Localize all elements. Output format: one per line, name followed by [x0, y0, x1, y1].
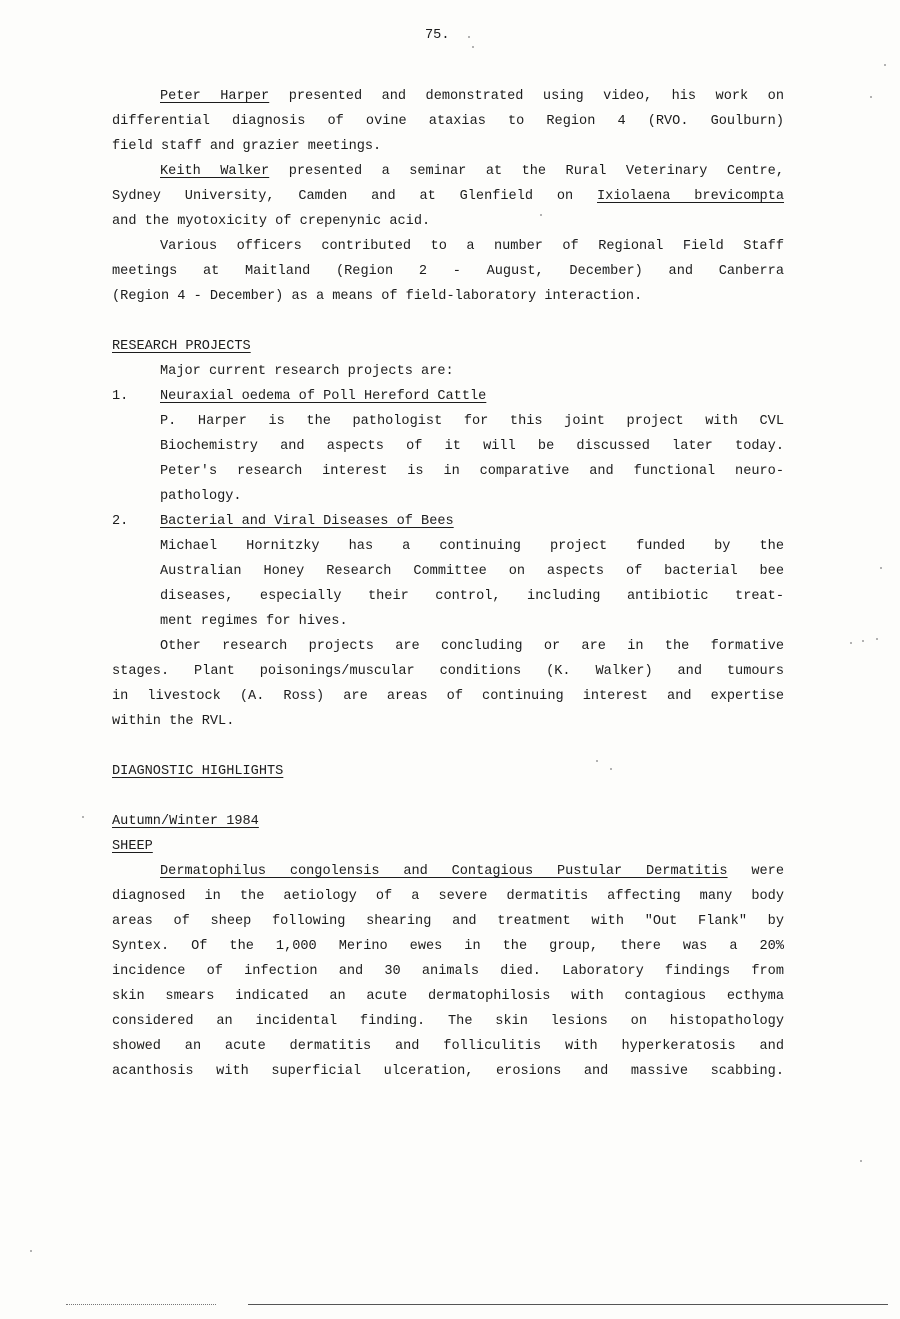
paragraph-line: within the RVL. [112, 714, 235, 729]
paragraph-line: acanthosis with superficial ulceration, erosions and massive scabbing. [112, 1064, 784, 1079]
project-line: ment regimes for hives. [160, 614, 348, 629]
paragraph-line: stages. Plant poisonings/muscular conditions (K. Walker) and tumours [112, 664, 784, 679]
paragraph-line: (Region 4 - December) as a means of field-laboratory interaction. [112, 289, 643, 304]
paragraph-line: differential diagnosis of ovine ataxias to Region 4 (RVO. Goulburn) [112, 114, 784, 129]
paragraph-line: Syntex. Of the 1,000 Merino ewes in the group, there was a 20% [112, 939, 784, 954]
section-heading: RESEARCH PROJECTS [112, 339, 251, 354]
paragraph-dermatophilus [112, 859, 784, 1084]
paragraph-line: considered an incidental finding. The skin lesions on histopathology [112, 1014, 784, 1029]
line-text: presented a seminar at the Rural Veterinary Centre, [269, 164, 784, 179]
paragraph-line: and the myotoxicity of crepenynic acid. [112, 214, 431, 229]
disease-title: Dermatophilus congolensis and Contagious Pustular Dermatitis [160, 864, 728, 879]
project-title: Bacterial and Viral Diseases of Bees [160, 514, 454, 529]
paragraph-line: skin smears indicated an acute dermatophilosis with contagious ecthyma [112, 989, 784, 1004]
project-line: Michael Hornitzky has a continuing project funded by the [160, 539, 784, 554]
paragraph-line: Other research projects are concluding or are in the formative [160, 639, 784, 654]
project-item-2 [112, 509, 784, 634]
paragraph-line: Various officers contributed to a number of Regional Field Staff [160, 239, 784, 254]
project-item-1 [112, 384, 784, 509]
person-name: Peter Harper [160, 89, 270, 104]
page-number: 75. [425, 28, 450, 43]
paragraph-line: areas of sheep following shearing and treatment with "Out Flank" by [112, 914, 784, 929]
document-body [112, 84, 784, 1084]
line-text: were [727, 864, 784, 879]
project-line: Peter's research interest is in comparative and functional neuro- [160, 464, 784, 479]
paragraph-line [112, 84, 784, 109]
section-heading: DIAGNOSTIC HIGHLIGHTS [112, 764, 284, 779]
project-title: Neuraxial oedema of Poll Hereford Cattle [160, 389, 487, 404]
diagnostic-highlights-section [112, 759, 784, 1084]
project-line: Australian Honey Research Committee on aspects of bacterial bee [160, 564, 784, 579]
paragraph-line: showed an acute dermatitis and folliculitis with hyperkeratosis and [112, 1039, 784, 1054]
paragraph-line [112, 159, 784, 184]
project-line: P. Harper is the pathologist for this joint project with CVL [160, 414, 784, 429]
footer-rule-left [66, 1304, 216, 1305]
species-name: Ixiolaena brevicompta [597, 189, 785, 204]
line-text: presented and demonstrated using video, his work on [269, 89, 784, 104]
species-heading: SHEEP [112, 839, 153, 854]
paragraph-line: meetings at Maitland (Region 2 - August, December) and Canberra [112, 264, 784, 279]
project-line: pathology. [160, 489, 242, 504]
season-heading: Autumn/Winter 1984 [112, 814, 259, 829]
footer-rule [248, 1304, 888, 1305]
line-text: Sydney University, Camden and at Glenfield on [112, 189, 598, 204]
paragraph-walker-seminar [112, 159, 784, 234]
research-projects-section [112, 334, 784, 734]
section-intro: Major current research projects are: [160, 364, 454, 379]
item-number: 2. [112, 514, 129, 529]
paragraph-harper-video [112, 84, 784, 159]
project-line: diseases, especially their control, including antibiotic treat- [160, 589, 784, 604]
paragraph-line [112, 184, 784, 209]
paragraph-other-research [112, 634, 784, 734]
person-name: Keith Walker [160, 164, 270, 179]
paragraph-regional-meetings [112, 234, 784, 309]
paragraph-line: incidence of infection and 30 animals died. Laboratory findings from [112, 964, 784, 979]
paragraph-line [112, 859, 784, 884]
paragraph-line: diagnosed in the aetiology of a severe dermatitis affecting many body [112, 889, 784, 904]
item-number: 1. [112, 389, 129, 404]
paragraph-line: in livestock (A. Ross) are areas of continuing interest and expertise [112, 689, 784, 704]
paragraph-line: field staff and grazier meetings. [112, 139, 382, 154]
project-line: Biochemistry and aspects of it will be discussed later today. [160, 439, 784, 454]
